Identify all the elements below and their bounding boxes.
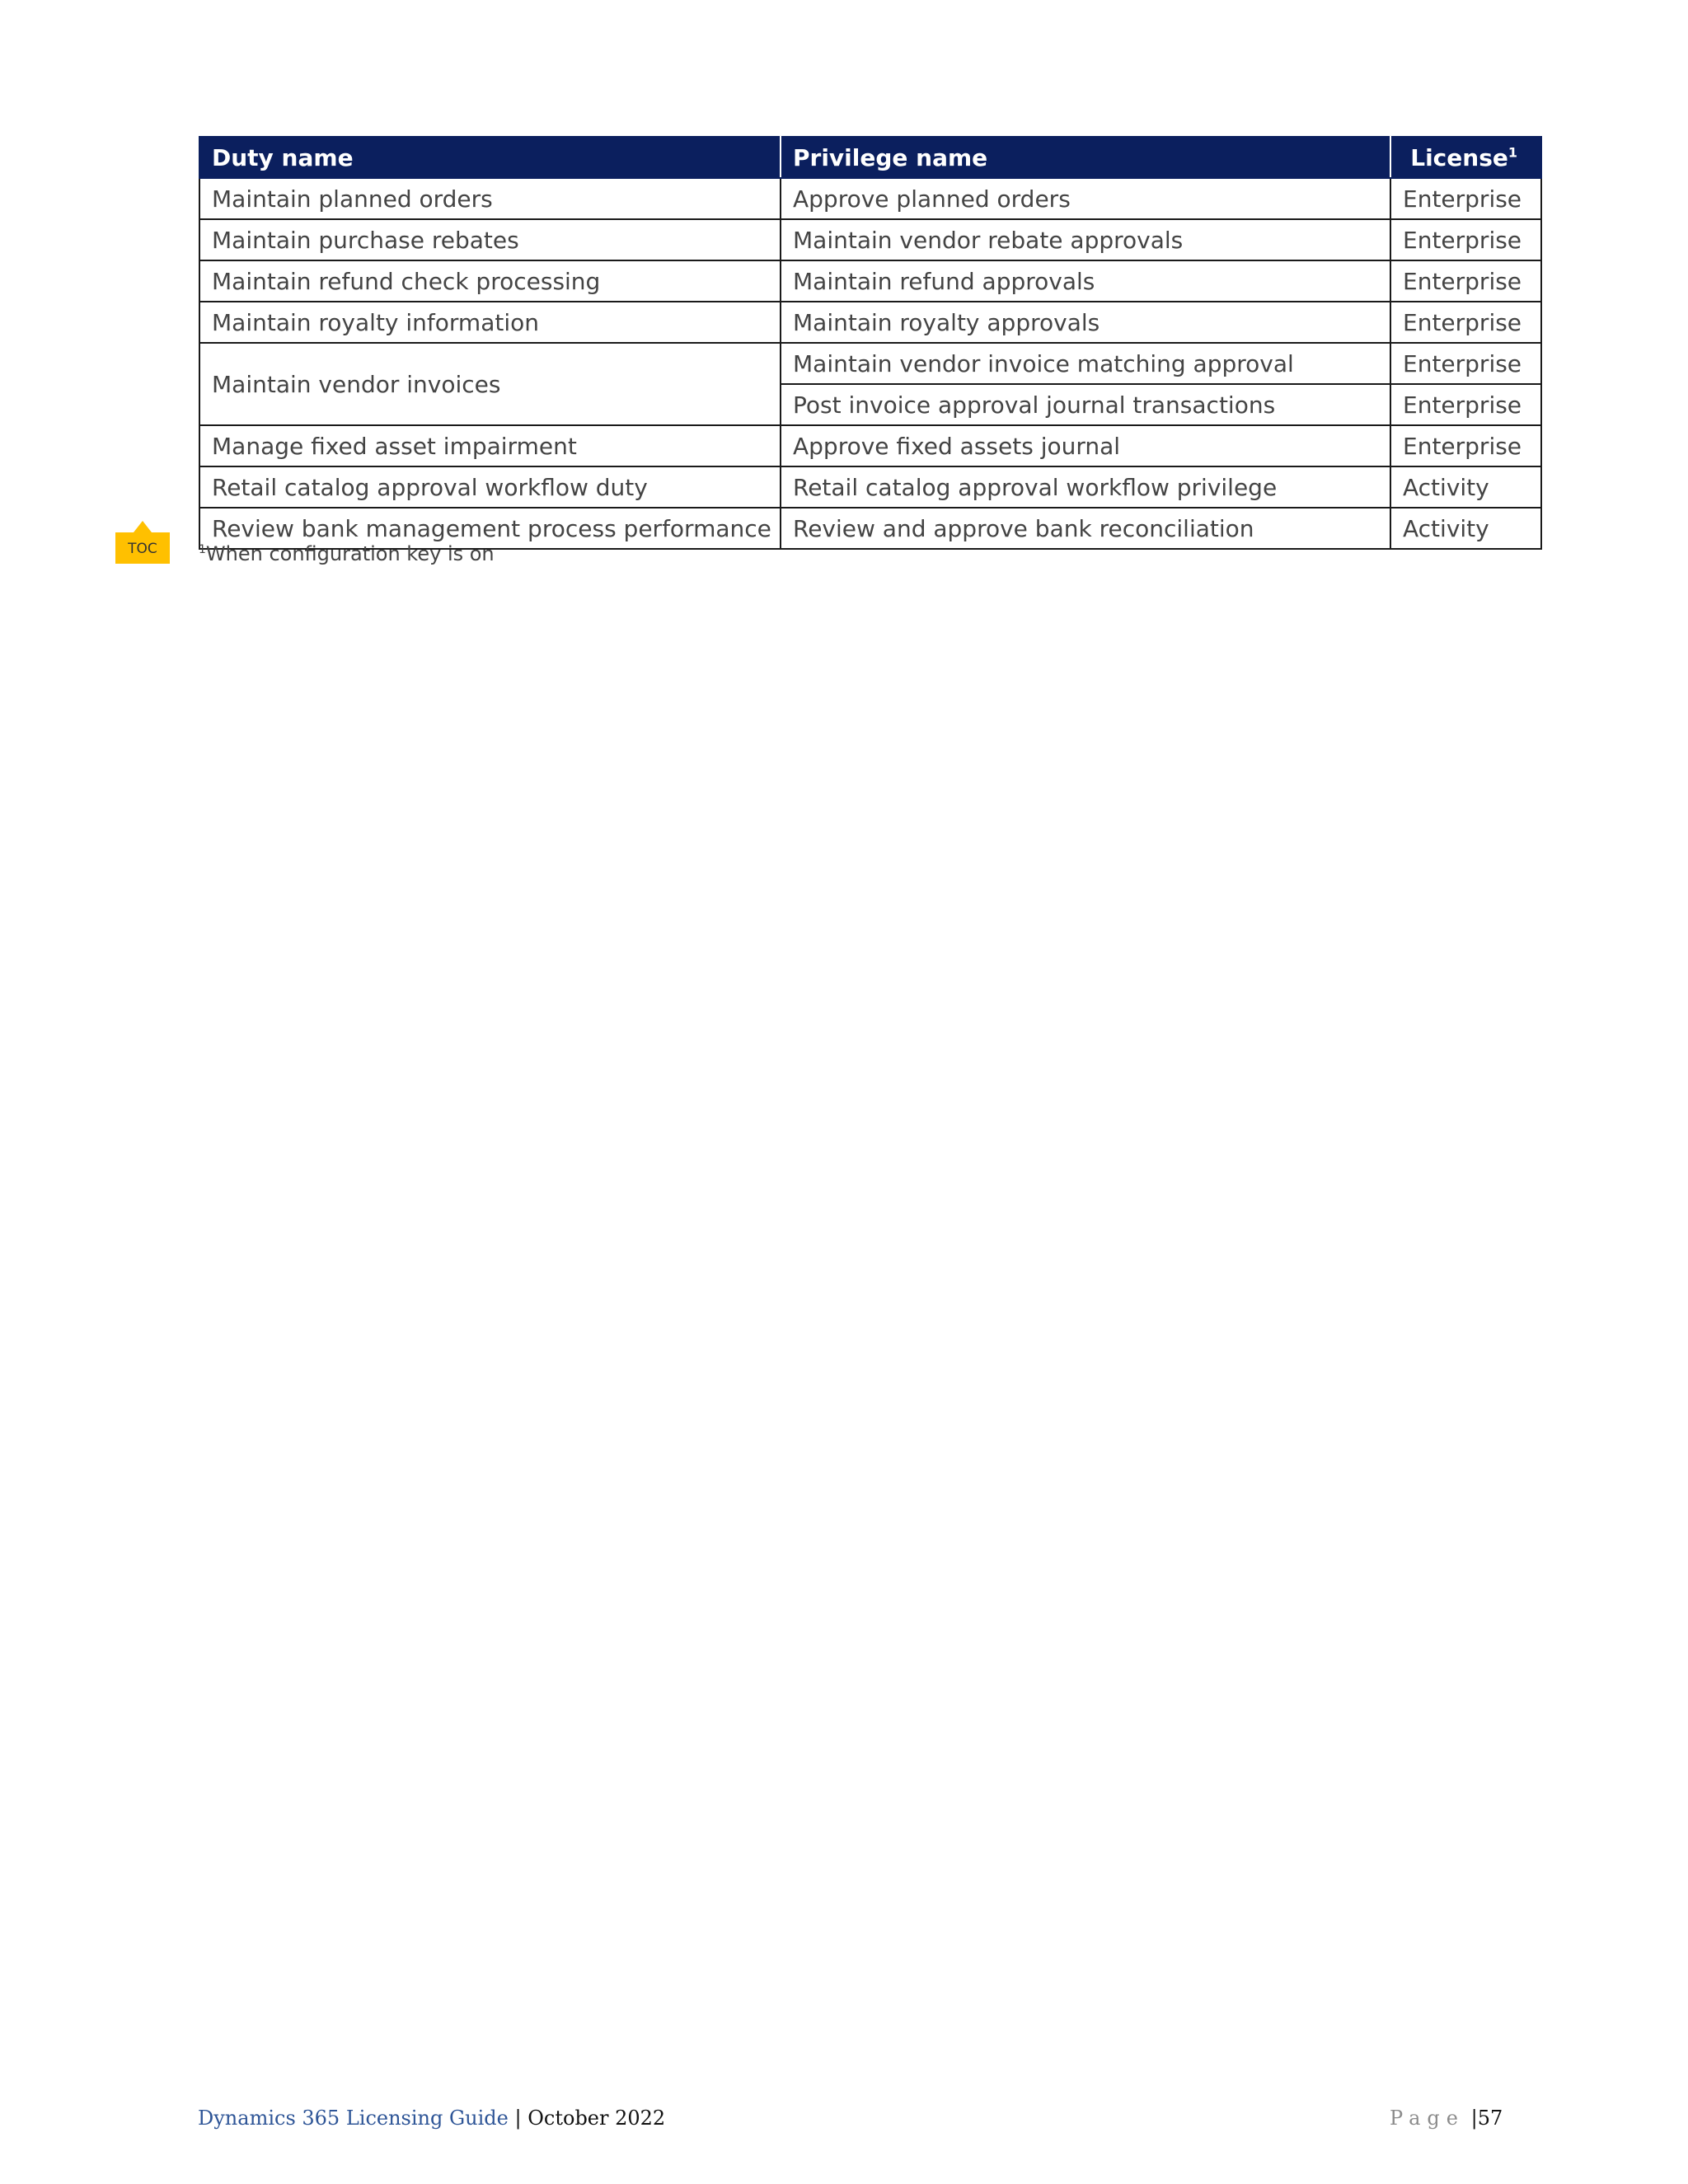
table-row [199,219,1541,260]
table-row [199,302,1541,343]
header-privilege-name: Privilege name [781,137,1390,178]
footer-page-number [1390,2107,1503,2130]
table-footnote [199,542,495,565]
cell-privilege: Maintain refund approvals [781,260,1390,302]
cell-license: Enterprise [1390,219,1541,260]
cell-license: Activity [1390,466,1541,508]
cell-duty: Manage fixed asset impairment [199,425,781,466]
cell-license: Enterprise [1390,384,1541,425]
cell-duty: Maintain refund check processing [199,260,781,302]
toc-link[interactable] [115,521,170,565]
footer-date: October 2022 [528,2107,666,2130]
table-row [199,260,1541,302]
cell-license: Enterprise [1390,343,1541,384]
duty-privilege-table [199,136,1542,550]
header-duty-name: Duty name [199,137,781,178]
cell-license: Enterprise [1390,425,1541,466]
header-license-footnote-marker: 1 [1507,144,1517,161]
cell-license: Enterprise [1390,178,1541,219]
cell-license: Activity [1390,508,1541,549]
cell-privilege: Maintain vendor invoice matching approval [781,343,1390,384]
cell-duty: Maintain purchase rebates [199,219,781,260]
cell-privilege: Review and approve bank reconciliation [781,508,1390,549]
footer-document-title [198,2107,665,2130]
cell-privilege: Maintain vendor rebate approvals [781,219,1390,260]
cell-duty: Maintain vendor invoices [199,343,781,425]
cell-duty: Maintain royalty information [199,302,781,343]
toc-label: TOC [115,532,170,564]
table-row [199,178,1541,219]
table-row [199,466,1541,508]
cell-privilege: Approve fixed assets journal [781,425,1390,466]
cell-license: Enterprise [1390,260,1541,302]
cell-duty: Retail catalog approval workflow duty [199,466,781,508]
table-row [199,425,1541,466]
footnote-marker: 1 [199,543,206,556]
cell-privilege: Retail catalog approval workflow privilege [781,466,1390,508]
footer-separator: | [514,2107,522,2130]
cell-privilege: Approve planned orders [781,178,1390,219]
page-number: 57 [1477,2107,1503,2130]
table-row [199,343,1541,384]
cell-duty: Review bank management process performance [199,508,781,549]
arrow-up-icon [134,521,152,532]
table-header-row [199,137,1541,178]
cell-license: Enterprise [1390,302,1541,343]
cell-duty: Maintain planned orders [199,178,781,219]
footer-guide-title: Dynamics 365 Licensing Guide [198,2107,509,2130]
header-license [1390,137,1541,178]
cell-privilege: Post invoice approval journal transactions [781,384,1390,425]
header-license-label: License [1410,143,1508,171]
cell-privilege: Maintain royalty approvals [781,302,1390,343]
footer-page-label: Page [1390,2107,1465,2130]
footer-page-separator: | [1470,2107,1478,2130]
footnote-text: When configuration key is on [205,542,495,565]
